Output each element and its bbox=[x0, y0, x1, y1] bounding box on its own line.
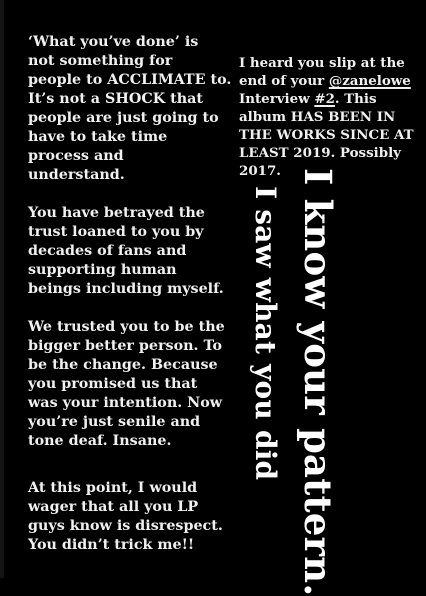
edge-divider bbox=[0, 0, 4, 578]
right-note-text-3: . This album HAS BEEN IN THE WORKS SINCE AT LEAST 2019. Possibly 2017. bbox=[239, 91, 414, 179]
right-note-text-1: I heard you slip at the end of your bbox=[239, 55, 405, 89]
interview-number: #2 bbox=[314, 91, 335, 107]
vertical-text-pattern: I know your pattern. bbox=[296, 168, 340, 596]
right-note bbox=[239, 54, 421, 180]
paragraph-acclimate: ‘What you’ve done’ is not something for people to ACCLIMATE to. It’s not a SHOCK that people are just going to have to take time process and understand. bbox=[28, 34, 232, 183]
vertical-text-saw: I saw what you did bbox=[249, 186, 282, 481]
paragraph-disrespect: At this point, I would wager that all you LP guys know is disrespect. You didn’t trick me!! bbox=[28, 480, 223, 553]
left-text-column bbox=[28, 33, 233, 573]
paragraph-betrayed: You have betrayed the trust loaned to you by decades of fans and supporting human beings including myself. bbox=[28, 205, 224, 297]
mention-handle[interactable]: @zanelowe bbox=[328, 73, 411, 89]
right-note-text-2: Interview bbox=[239, 91, 315, 107]
paragraph-trusted: We trusted you to be the bigger better person. To be the change. Because you promised us that was your intention. Now you’re just senile and tone deaf. Insane. bbox=[28, 319, 225, 449]
